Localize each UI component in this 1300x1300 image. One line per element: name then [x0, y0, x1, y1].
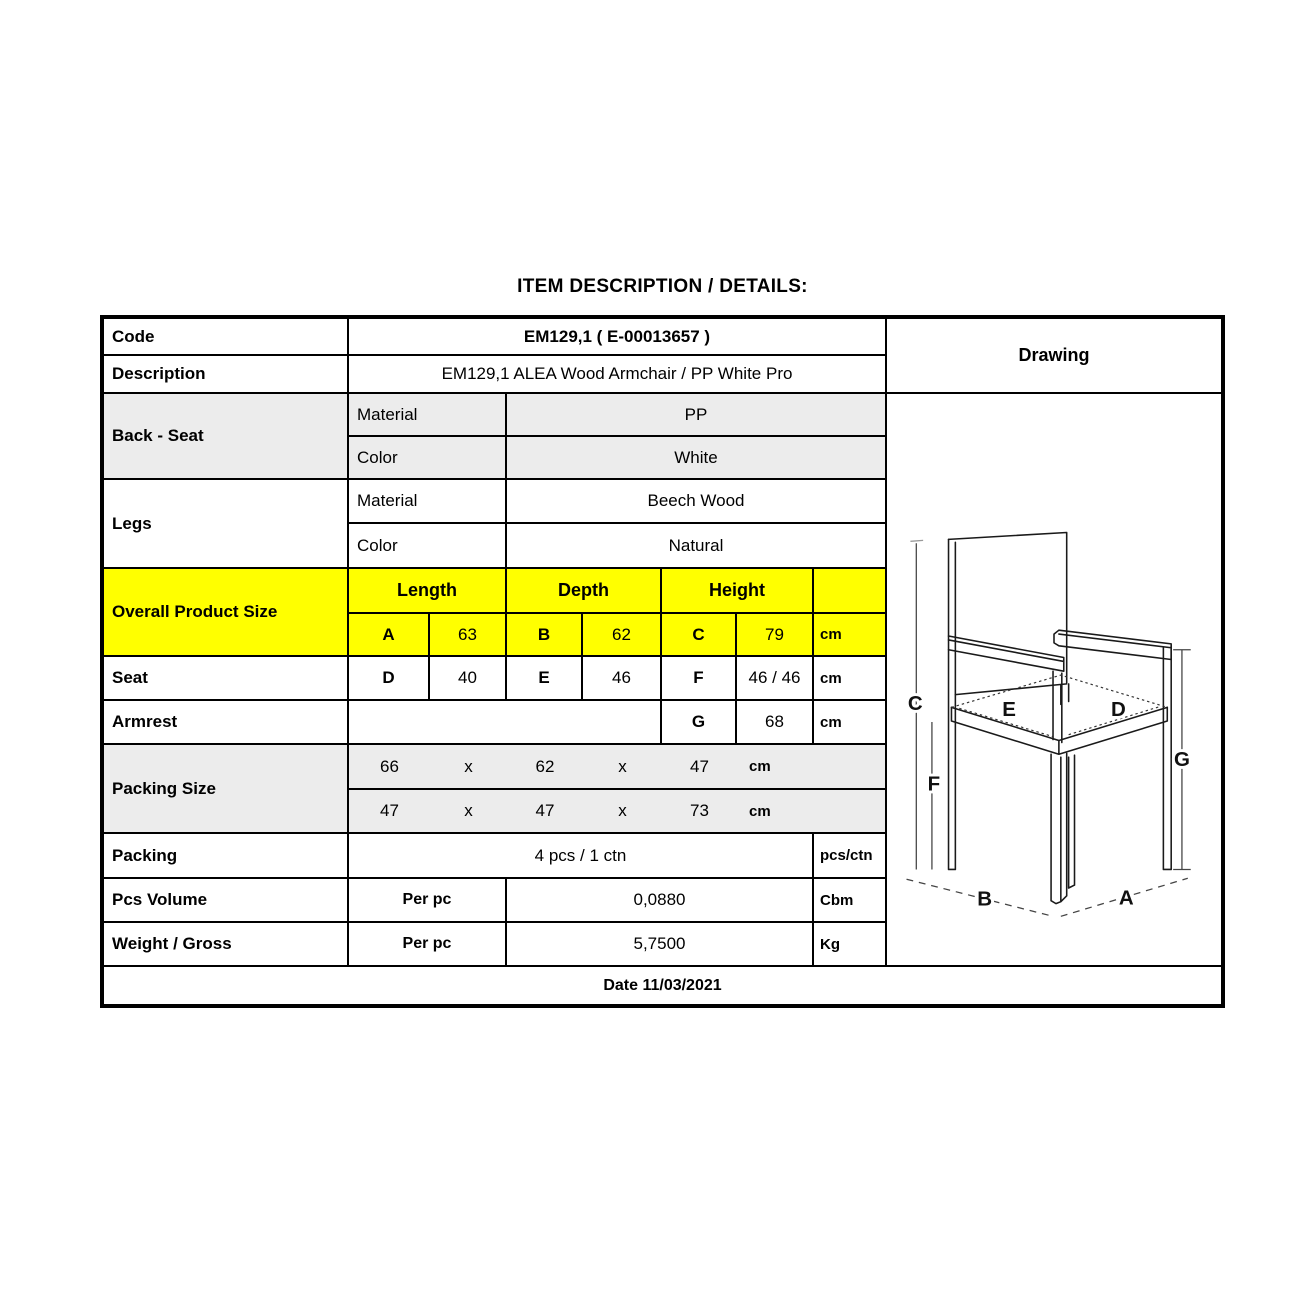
- dim-key-e: E: [506, 656, 582, 700]
- dim-label-a: A: [1118, 886, 1134, 910]
- armrest-label: Armrest: [103, 700, 348, 744]
- seat-unit: cm: [813, 656, 886, 700]
- pcs-volume-value: 0,0880: [506, 878, 813, 922]
- pack1-unit: cm: [749, 758, 771, 775]
- weight-label: Weight / Gross: [103, 922, 348, 966]
- dim-value-c: 79: [736, 613, 813, 656]
- packing-size-row-1: [348, 744, 886, 789]
- legs-material-value: Beech Wood: [506, 479, 886, 523]
- dim-value-d: 40: [429, 656, 506, 700]
- dim-label-c: C: [907, 692, 923, 716]
- pack1-x1: x: [464, 756, 473, 776]
- pack2-x1: x: [464, 801, 473, 820]
- dim-key-b: B: [506, 613, 582, 656]
- pack1-l: 66: [380, 756, 399, 776]
- dim-label-e: E: [1002, 698, 1016, 722]
- weight-unit: Kg: [813, 922, 886, 966]
- chair-back-panel: [949, 533, 1067, 695]
- weight-per: Per pc: [348, 922, 506, 966]
- chair-rear-left-post: [949, 539, 956, 869]
- armrest-blank-cell: [348, 700, 661, 744]
- back-seat-label: Back - Seat: [103, 393, 348, 479]
- dim-value-g: 68: [736, 700, 813, 744]
- chair-seat-apron: [951, 707, 1167, 754]
- pack1-x2: x: [618, 756, 627, 776]
- spec-table: [100, 315, 1225, 1008]
- pcs-volume-unit: Cbm: [813, 878, 886, 922]
- legs-material-label: Material: [348, 479, 506, 523]
- overall-blank-cell: [813, 568, 886, 613]
- pack2-h: 73: [690, 801, 709, 820]
- dim-label-g: G: [1173, 747, 1190, 771]
- legs-color-label: Color: [348, 523, 506, 568]
- dim-key-a: A: [348, 613, 429, 656]
- pack2-unit: cm: [749, 802, 771, 820]
- drawing-header: Drawing: [886, 318, 1222, 393]
- chair-drawing: [886, 393, 1222, 966]
- back-seat-material-value: PP: [506, 393, 886, 436]
- chair-front-left-leg: [1051, 753, 1067, 903]
- pcs-volume-label: Pcs Volume: [103, 878, 348, 922]
- description-value: EM129,1 ALEA Wood Armchair / PP White Pro: [348, 355, 886, 393]
- pack1-d: 62: [535, 756, 555, 776]
- chair-line-art: [887, 394, 1221, 965]
- dim-value-a: 63: [429, 613, 506, 656]
- back-seat-material-label: Material: [348, 393, 506, 436]
- legs-color-value: Natural: [506, 523, 886, 568]
- dim-label-b: B: [977, 887, 993, 911]
- chair-right-arm: [1054, 630, 1171, 659]
- dim-tick-c-top: [910, 540, 923, 541]
- pack1-h: 47: [690, 756, 709, 776]
- date-row: Date 11/03/2021: [103, 966, 1222, 1005]
- length-header: Length: [348, 568, 506, 613]
- packing-unit: pcs/ctn: [813, 833, 886, 878]
- dim-value-f: 46 / 46: [736, 656, 813, 700]
- back-seat-color-label: Color: [348, 436, 506, 479]
- back-seat-color-value: White: [506, 436, 886, 479]
- packing-label: Packing: [103, 833, 348, 878]
- dim-key-f: F: [661, 656, 736, 700]
- chair-rear-right-post: [1061, 684, 1075, 888]
- packing-size-label: Packing Size: [103, 744, 348, 833]
- pack2-d: 47: [535, 801, 555, 820]
- chair-seat-edges: [951, 707, 1167, 740]
- pack2-l: 47: [380, 801, 399, 820]
- chair-front-right-leg: [1163, 646, 1171, 870]
- dim-key-g: G: [661, 700, 736, 744]
- packing-size-row-2: [348, 789, 886, 833]
- armrest-unit: cm: [813, 700, 886, 744]
- legs-label: Legs: [103, 479, 348, 568]
- page-title: ITEM DESCRIPTION / DETAILS:: [517, 276, 808, 297]
- dim-key-d: D: [348, 656, 429, 700]
- height-header: Height: [661, 568, 813, 613]
- weight-value: 5,7500: [506, 922, 813, 966]
- dim-key-c: C: [661, 613, 736, 656]
- description-label: Description: [103, 355, 348, 393]
- pcs-volume-per: Per pc: [348, 878, 506, 922]
- dim-label-f: F: [927, 772, 941, 796]
- pack2-x2: x: [618, 801, 627, 820]
- overall-unit: cm: [813, 613, 886, 656]
- dim-value-e: 46: [582, 656, 661, 700]
- chair-left-arm: [949, 636, 1064, 671]
- dim-value-b: 62: [582, 613, 661, 656]
- depth-header: Depth: [506, 568, 661, 613]
- chair-left-arm-post: [1053, 671, 1062, 742]
- code-value: EM129,1 ( E-00013657 ): [348, 318, 886, 355]
- seat-label: Seat: [103, 656, 348, 700]
- overall-size-label: Overall Product Size: [103, 568, 348, 656]
- code-label: Code: [103, 318, 348, 355]
- packing-value: 4 pcs / 1 ctn: [348, 833, 813, 878]
- dim-label-d: D: [1111, 698, 1126, 722]
